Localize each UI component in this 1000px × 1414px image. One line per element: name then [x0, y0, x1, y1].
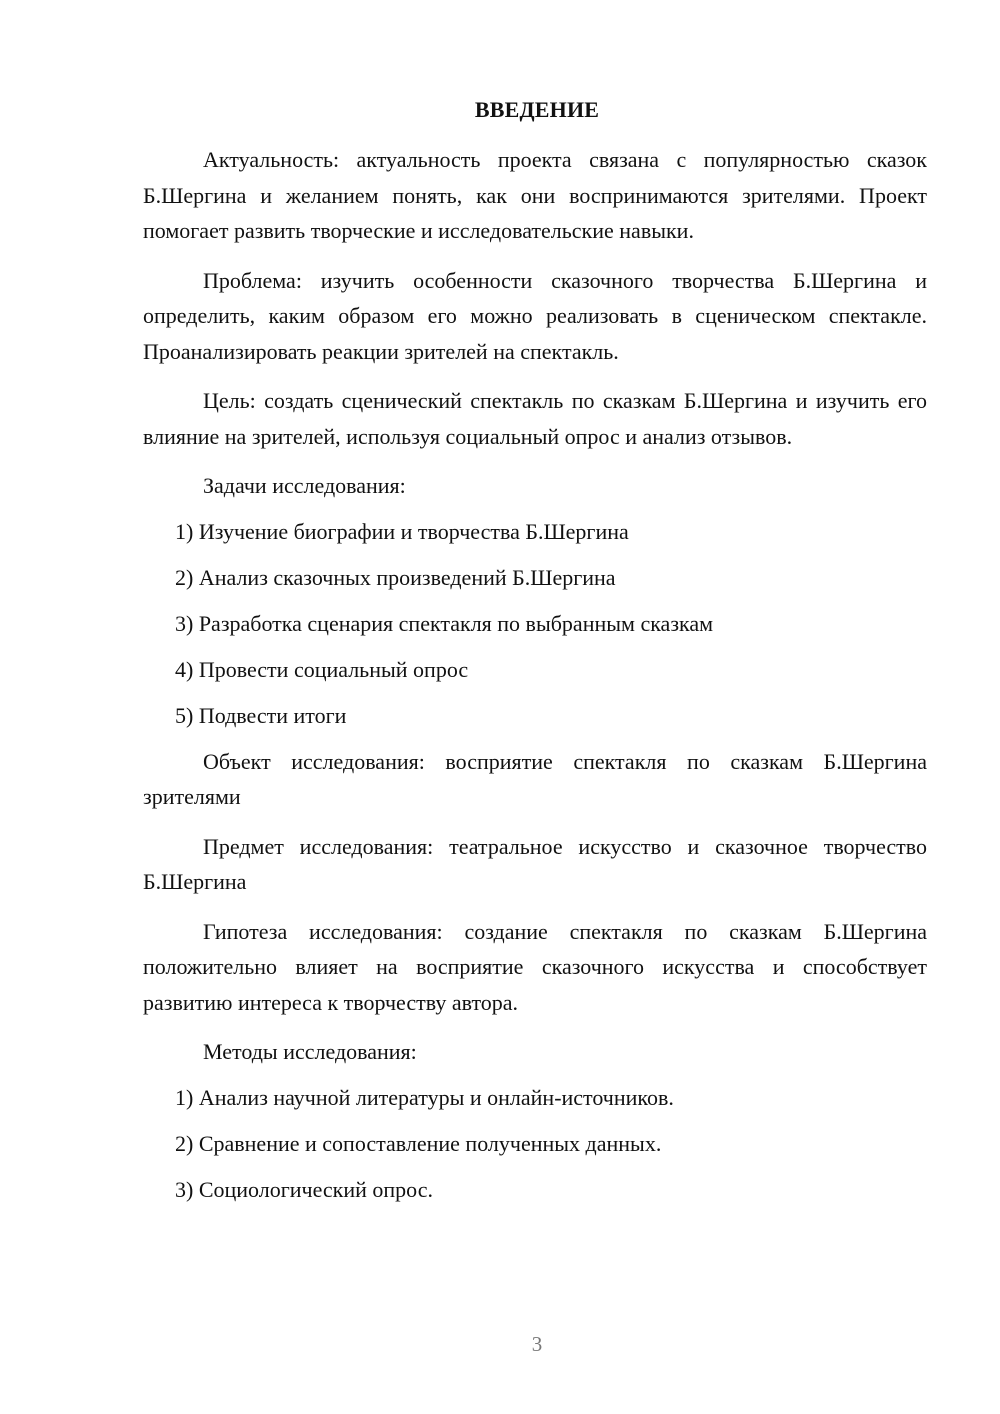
- page-content: [143, 142, 927, 1218]
- task-item: 4) Провести социальный опрос: [175, 656, 469, 682]
- tasks-list: [143, 514, 927, 734]
- method-item: 1) Анализ научной литературы и онлайн-источников.: [175, 1084, 674, 1110]
- task-item: 2) Анализ сказочных произведений Б.Шергина: [175, 564, 616, 590]
- page-title: ВВЕДЕНИЕ: [474, 97, 600, 122]
- object-paragraph: Объект исследования: восприятие спектакля по сказкам Б.Шергина зрителями: [143, 748, 927, 809]
- hypothesis-paragraph: Гипотеза исследования: создание спектакля по сказкам Б.Шергина положительно влияет на восприятие сказочного искусства и способствует развитию интереса к творчеству автора.: [143, 918, 927, 1015]
- goal-paragraph: Цель: создать сценический спектакль по сказкам Б.Шергина и изучить его влияние на зрителей, используя социальный опрос и анализ отзывов.: [143, 388, 927, 449]
- relevance-paragraph: Актуальность: актуальность проекта связана с популярностью сказок Б.Шергина и желанием понять, как они воспринимаются зрителями. Проект помогает развить творческие и исследовательские навыки.: [143, 147, 927, 243]
- methods-heading: Методы исследования:: [203, 1039, 417, 1064]
- task-item: 1) Изучение биографии и творчества Б.Шергина: [175, 518, 629, 544]
- page-number: 3: [531, 1332, 543, 1356]
- problem-paragraph: Проблема: изучить особенности сказочного творчества Б.Шергина и определить, каким образом его можно реализовать в сценическом спектакле. Проанализировать реакции зрителей на спектакль.: [143, 267, 927, 364]
- method-item: 3) Социологический опрос.: [175, 1176, 433, 1202]
- tasks-heading: Задачи исследования:: [203, 473, 406, 498]
- method-item: 2) Сравнение и сопоставление полученных данных.: [175, 1130, 662, 1156]
- task-item: 3) Разработка сценария спектакля по выбранным сказкам: [175, 610, 714, 636]
- task-item: 5) Подвести итоги: [175, 702, 347, 728]
- subject-paragraph: Предмет исследования: театральное искусство и сказочное творчество Б.Шергина: [143, 833, 927, 894]
- methods-list: [143, 1080, 927, 1208]
